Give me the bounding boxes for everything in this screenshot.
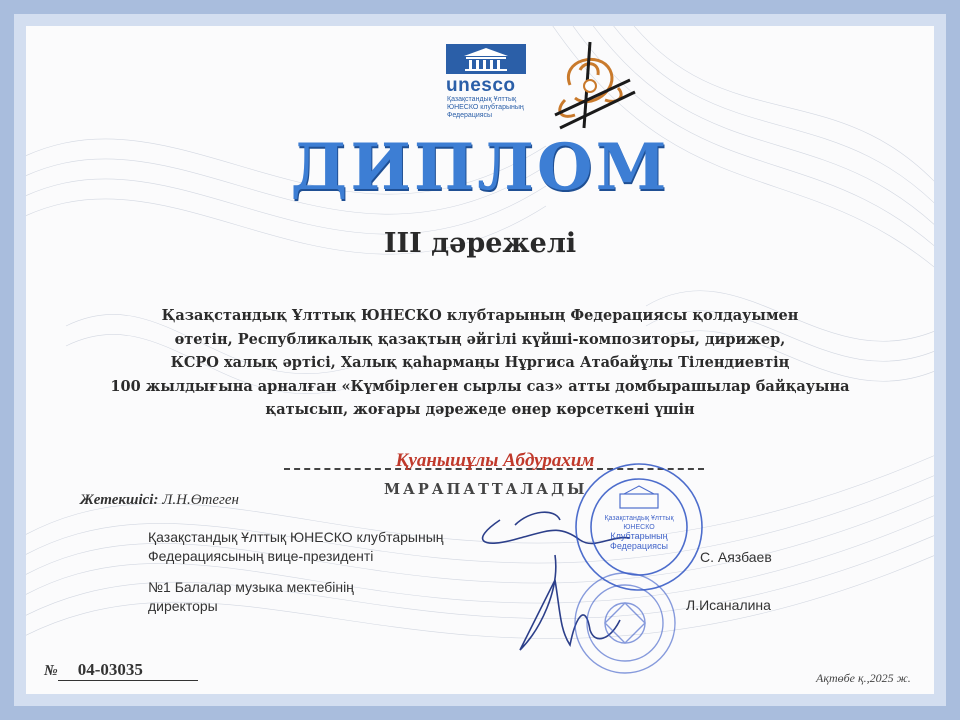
unesco-logo-word: unesco <box>446 75 516 96</box>
stamp-text-line: ЮНЕСКО <box>623 524 655 531</box>
place-date: Ақтөбе қ.,2025 ж. <box>816 671 911 685</box>
signatory-1-name: С. Аязбаев <box>700 549 772 565</box>
degree-label: ІІІ дәрежелі <box>383 228 577 259</box>
stamp-text-line: Федерациясы <box>610 541 668 551</box>
supervisor-label: Жетекшісі: <box>80 492 159 508</box>
diploma-title: ДИПЛОМ <box>290 130 670 205</box>
award-reason-text <box>110 304 850 422</box>
signatory-2-name: Л.Исаналина <box>686 597 771 613</box>
body-line: 100 жылдығына арналған «Күмбірлеген сырлы саз» атты домбырашылар байқауына <box>110 377 850 395</box>
number-prefix: № <box>44 663 58 679</box>
stamp-text-line: Қазақстандық Ұлттық <box>604 515 674 522</box>
diploma-number <box>44 660 198 681</box>
supervisor-name: Л.Н.Өтеген <box>162 492 239 508</box>
body-line: қатысып, жоғары дәрежеде өнер көрсеткені үшін <box>265 401 695 419</box>
body-line: Қазақстандық Ұлттық ЮНЕСКО клубтарының Федерациясы қолдауымен <box>161 307 799 324</box>
stamp-text-line: Клубтарының <box>610 531 668 541</box>
body-line: өтетін, Республикалық қазақтың әйгілі күйші-композиторы, дирижер, <box>174 330 786 348</box>
signatory-2-title: №1 Балалар музыка мектебінің директоры <box>148 579 354 614</box>
unesco-logo-subtitle: Қазақстандық Ұлттық ЮНЕСКО клубтарының Федерациясы <box>447 96 524 119</box>
number-value: 04-03035 <box>58 660 198 681</box>
recipient-name: Қуанышұлы Абдурахим <box>395 450 595 471</box>
awarded-label: МАРАПАТТАЛАДЫ <box>384 481 588 498</box>
school-round-stamp <box>570 570 680 676</box>
supervisor-line <box>80 492 239 509</box>
body-line: КСРО халық әртісі, Халық қаһармаңы Нұргиса Атабайұлы Тілендиевтің <box>170 354 790 372</box>
signatory-1-title: Қазақстандық Ұлттық ЮНЕСКО клубтарының Федерациясының вице-президенті <box>148 529 444 564</box>
dombra-ornament-emblem-icon <box>540 40 640 132</box>
